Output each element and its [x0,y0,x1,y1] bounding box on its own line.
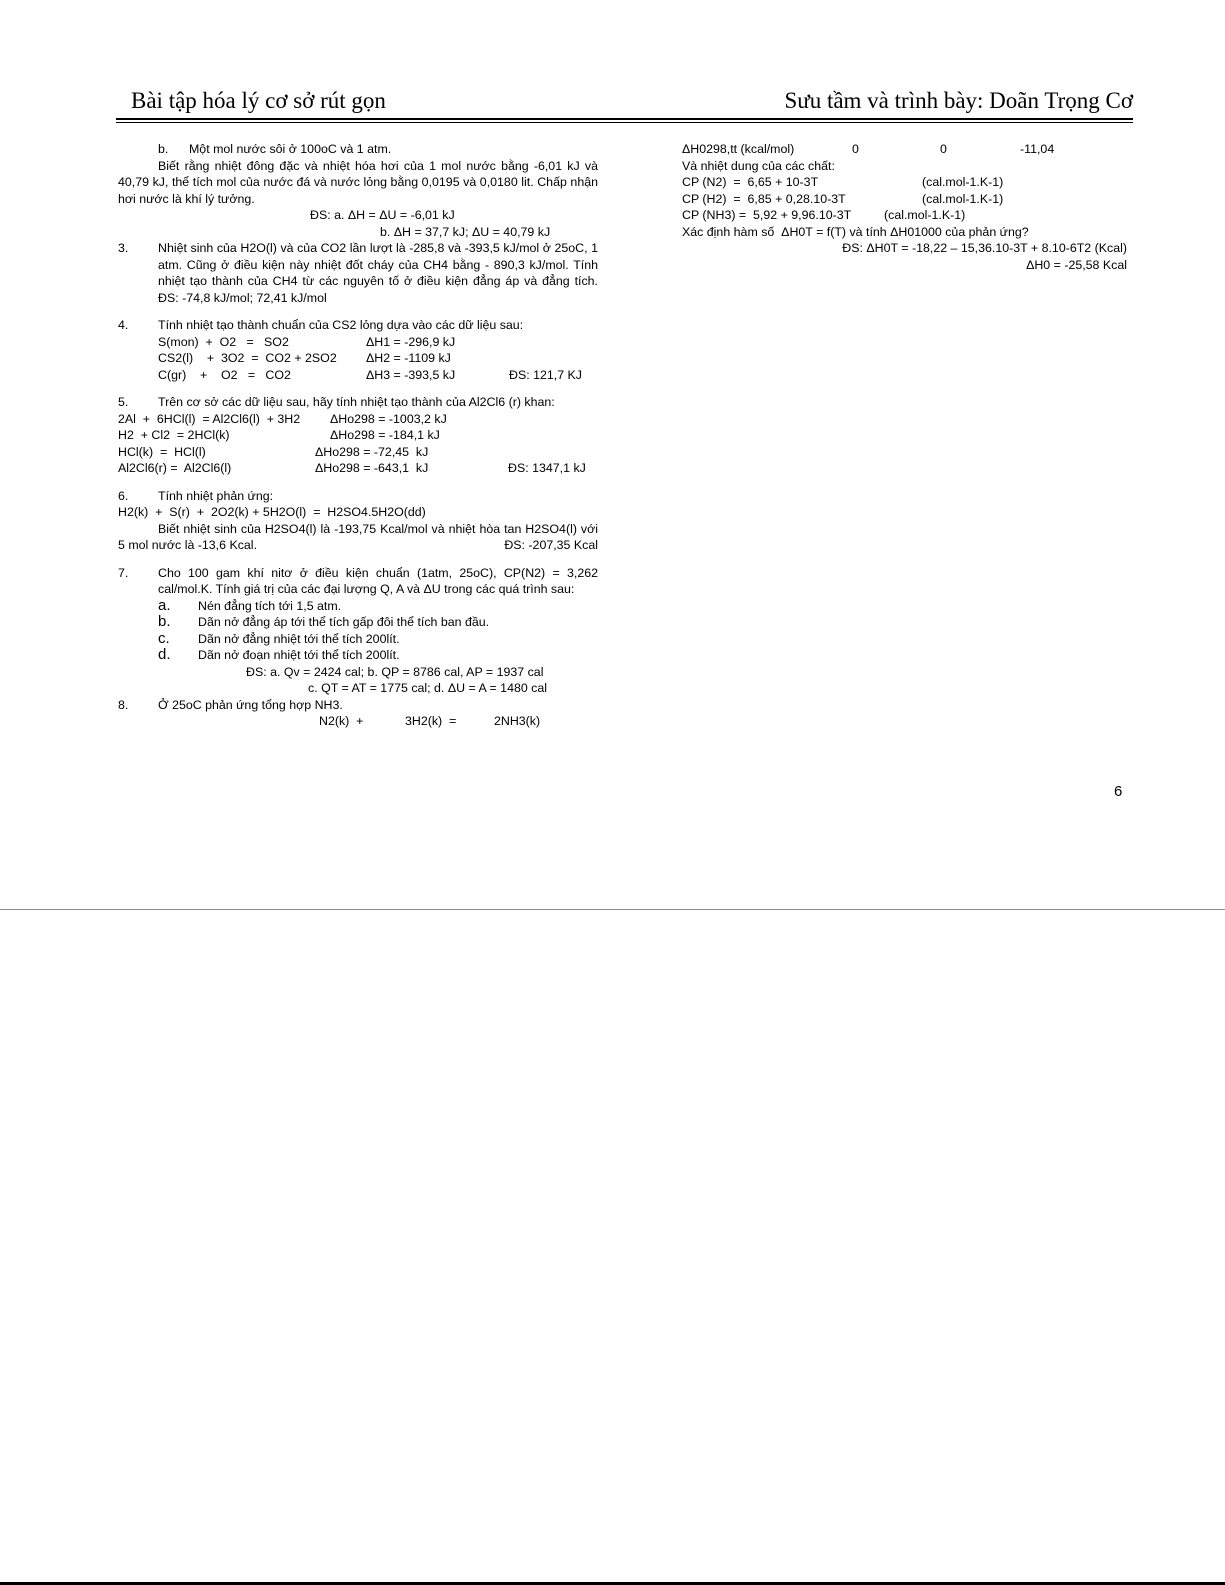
problem-7-text: Cho 100 gam khí nitơ ở điều kiện chuẩn (1atm, 25oC), CP(N2) = 3,262 cal/mol.K. Tính giá trị của các đại lượng Q, A và ΔU trong các quá trình sau: [158,565,598,596]
problem-5-answer: ĐS: 1347,1 kJ [508,461,586,475]
header-right-title: Sưu tầm và trình bày: Doãn Trọng Cơ [784,88,1133,113]
problem-3-text: Nhiệt sinh của H2O(l) và của CO2 lần lượt là -285,8 và -393,5 kJ/mol ở 25oC, 1 atm. Cũng ở điều kiện này nhiệt đốt cháy của CH4 bằng - 890,3 kJ/mol. Tính nhiệt tạo thành của CH4 từ các nguyên tố ở điều kiện đẳng áp và đẳng tích. ĐS: -74,8 kJ/mol; 72,41 kJ/mol [158,241,598,305]
cp-nh3: CP (NH3) = 5,92 + 9,96.10-3T [682,208,852,222]
cp-h2: CP (H2) = 6,85 + 0,28.10-3T [682,191,846,206]
problem-5-eq2: H2 + Cl2 = 2HCl(k) [118,428,230,442]
problem-7-item [118,647,598,664]
problem-4 [118,317,598,383]
intro-answer-2: b. ΔH = 37,7 kJ; ΔU = 40,79 kJ [380,224,551,239]
page-separator [0,909,1225,910]
problem-7-answer-1: ĐS: a. Qv = 2424 cal; b. QP = 8786 cal, AP = 1937 cal [246,664,544,679]
problem-7 [118,565,598,697]
right-column [682,141,1127,273]
problem-8-number: 8. [118,697,129,712]
header-left-title: Bài tập hóa lý cơ sở rút gọn [131,88,386,113]
problem-7-item [118,631,598,648]
intro-item-b: b. Một mol nước sôi ở 100oC và 1 atm. [158,142,392,156]
problem-4-answer: ĐS: 121,7 KJ [509,367,583,382]
dh-label: ΔH0298,tt (kcal/mol) [682,142,795,156]
answer-1: ĐS: ΔH0T = -18,22 – 15,36.10-3T + 8.10-6T2 (Kcal) [842,241,1127,255]
problem-8-eq-b: 3H2(k) = [405,714,457,728]
header-rule-thick [116,118,1133,120]
problem-6-answer: ĐS: -207,35 Kcal [504,538,598,552]
intro-text: Biết rằng nhiệt đông đặc và nhiệt hóa hơi của 1 mol nước bằng -6,01 kJ và 40,79 kJ, thể tích mol của nước đá và nước lỏng bằng 0,0195 và 0,0180 lit. Chấp nhận hơi nước là khí lý tưởng. [118,158,598,206]
problem-7-items [118,598,598,664]
problem-7-item-letter: b. [158,613,171,630]
problem-4-number: 4. [118,318,129,332]
intro-answer-1: ĐS: a. ΔH = ΔU = -6,01 kJ [310,208,455,222]
problem-5-dh3: ΔHo298 = -72,45 kJ [315,444,429,459]
question: Xác định hàm số ΔH0T = f(T) và tính ΔH01000 của phản ứng? [682,224,1029,239]
problem-4-eq3: C(gr) + O2 = CO2 [158,367,291,382]
problem-8-eq-a: N2(k) + [319,714,364,728]
problem-7-item-letter: a. [158,596,171,614]
problem-4-text: Tính nhiệt tạo thành chuẩn của CS2 lỏng dựa vào các dữ liệu sau: [158,318,524,332]
problem-8-text: Ở 25oC phản ứng tổng hợp NH3. [158,697,343,712]
dh-value-n2: 0 [852,142,859,156]
problem-5-number: 5. [118,395,129,409]
problem-5-eq3: HCl(k) = HCl(l) [118,444,206,459]
problem-5-text: Trên cơ sở các dữ liệu sau, hãy tính nhiệt tạo thành của Al2Cl6 (r) khan: [158,395,555,409]
problem-6-text2: Biết nhiệt sinh của H2SO4(l) là -193,75 Kcal/mol và nhiệt hòa tan H2SO4(l) với 5 mol nước là -13,6 Kcal. [118,521,598,552]
problem-6-text: Tính nhiệt phản ứng: [158,488,274,503]
cp-nh3-unit: (cal.mol-1.K-1) [884,208,966,222]
answer-2: ΔH0 = -25,58 Kcal [1026,257,1127,272]
problem-5-dh4: ΔHo298 = -643,1 kJ [315,461,429,475]
problem-5-eq1: 2Al + 6HCl(l) = Al2Cl6(l) + 3H2 [118,411,301,426]
problem-4-dh2: ΔH2 = -1109 kJ [366,351,451,365]
problem-8 [118,697,598,730]
problem-3-number: 3. [118,241,129,255]
problem-4-dh3: ΔH3 = -393,5 kJ [366,367,456,382]
problem-7-item-text: Dãn nở đẳng nhiệt tới thể tích 200lít. [198,631,400,646]
problem-6-equation: H2(k) + S(r) + 2O2(k) + 5H2O(l) = H2SO4.5H2O(dd) [118,505,426,519]
problem-7-item-text: Nén đẳng tích tới 1,5 atm. [198,598,342,613]
header-rule-thin [116,122,1133,123]
problem-6-number: 6. [118,488,129,503]
problem-7-item [118,598,598,615]
problem-5-eq4: Al2Cl6(r) = Al2Cl6(l) [118,461,232,475]
problem-5-dh1: ΔHo298 = -1003,2 kJ [330,411,447,426]
left-column [118,141,598,730]
dh-value-nh3: -11,04 [1020,142,1055,156]
problem-7-item-letter: c. [158,629,170,647]
problem-4-dh1: ΔH1 = -296,9 kJ [366,334,456,349]
problem-7-item [118,614,598,631]
problem-7-item-letter: d. [158,646,171,663]
problem-3 [118,240,598,306]
problem-7-answer-2: c. QT = AT = 1775 cal; d. ΔU = A = 1480 cal [308,681,548,695]
problem-7-item-text: Dãn nở đẳng áp tới thể tích gấp đôi thể tích ban đầu. [198,615,490,629]
problem-5-dh2: ΔHo298 = -184,1 kJ [330,428,440,442]
cp-n2-unit: (cal.mol-1.K-1) [922,175,1004,189]
problem-6 [118,488,598,554]
problem-7-item-text: Dãn nở đoạn nhiệt tới thể tích 200lít. [198,648,400,662]
dh-value-h2: 0 [940,142,947,156]
problem-8-eq-c: 2NH3(k) [494,714,541,728]
page-number: 6 [1114,783,1123,800]
cp-n2: CP (N2) = 6,65 + 10-3T [682,175,819,189]
problem-4-eq2: CS2(l) + 3O2 = CO2 + 2SO2 [158,351,337,365]
heat-capacity-intro: Và nhiệt dung của các chất: [682,158,835,173]
problem-7-number: 7. [118,565,129,580]
cp-h2-unit: (cal.mol-1.K-1) [922,191,1004,206]
problem-4-eq1: S(mon) + O2 = SO2 [158,334,289,349]
problem-5 [118,394,598,477]
